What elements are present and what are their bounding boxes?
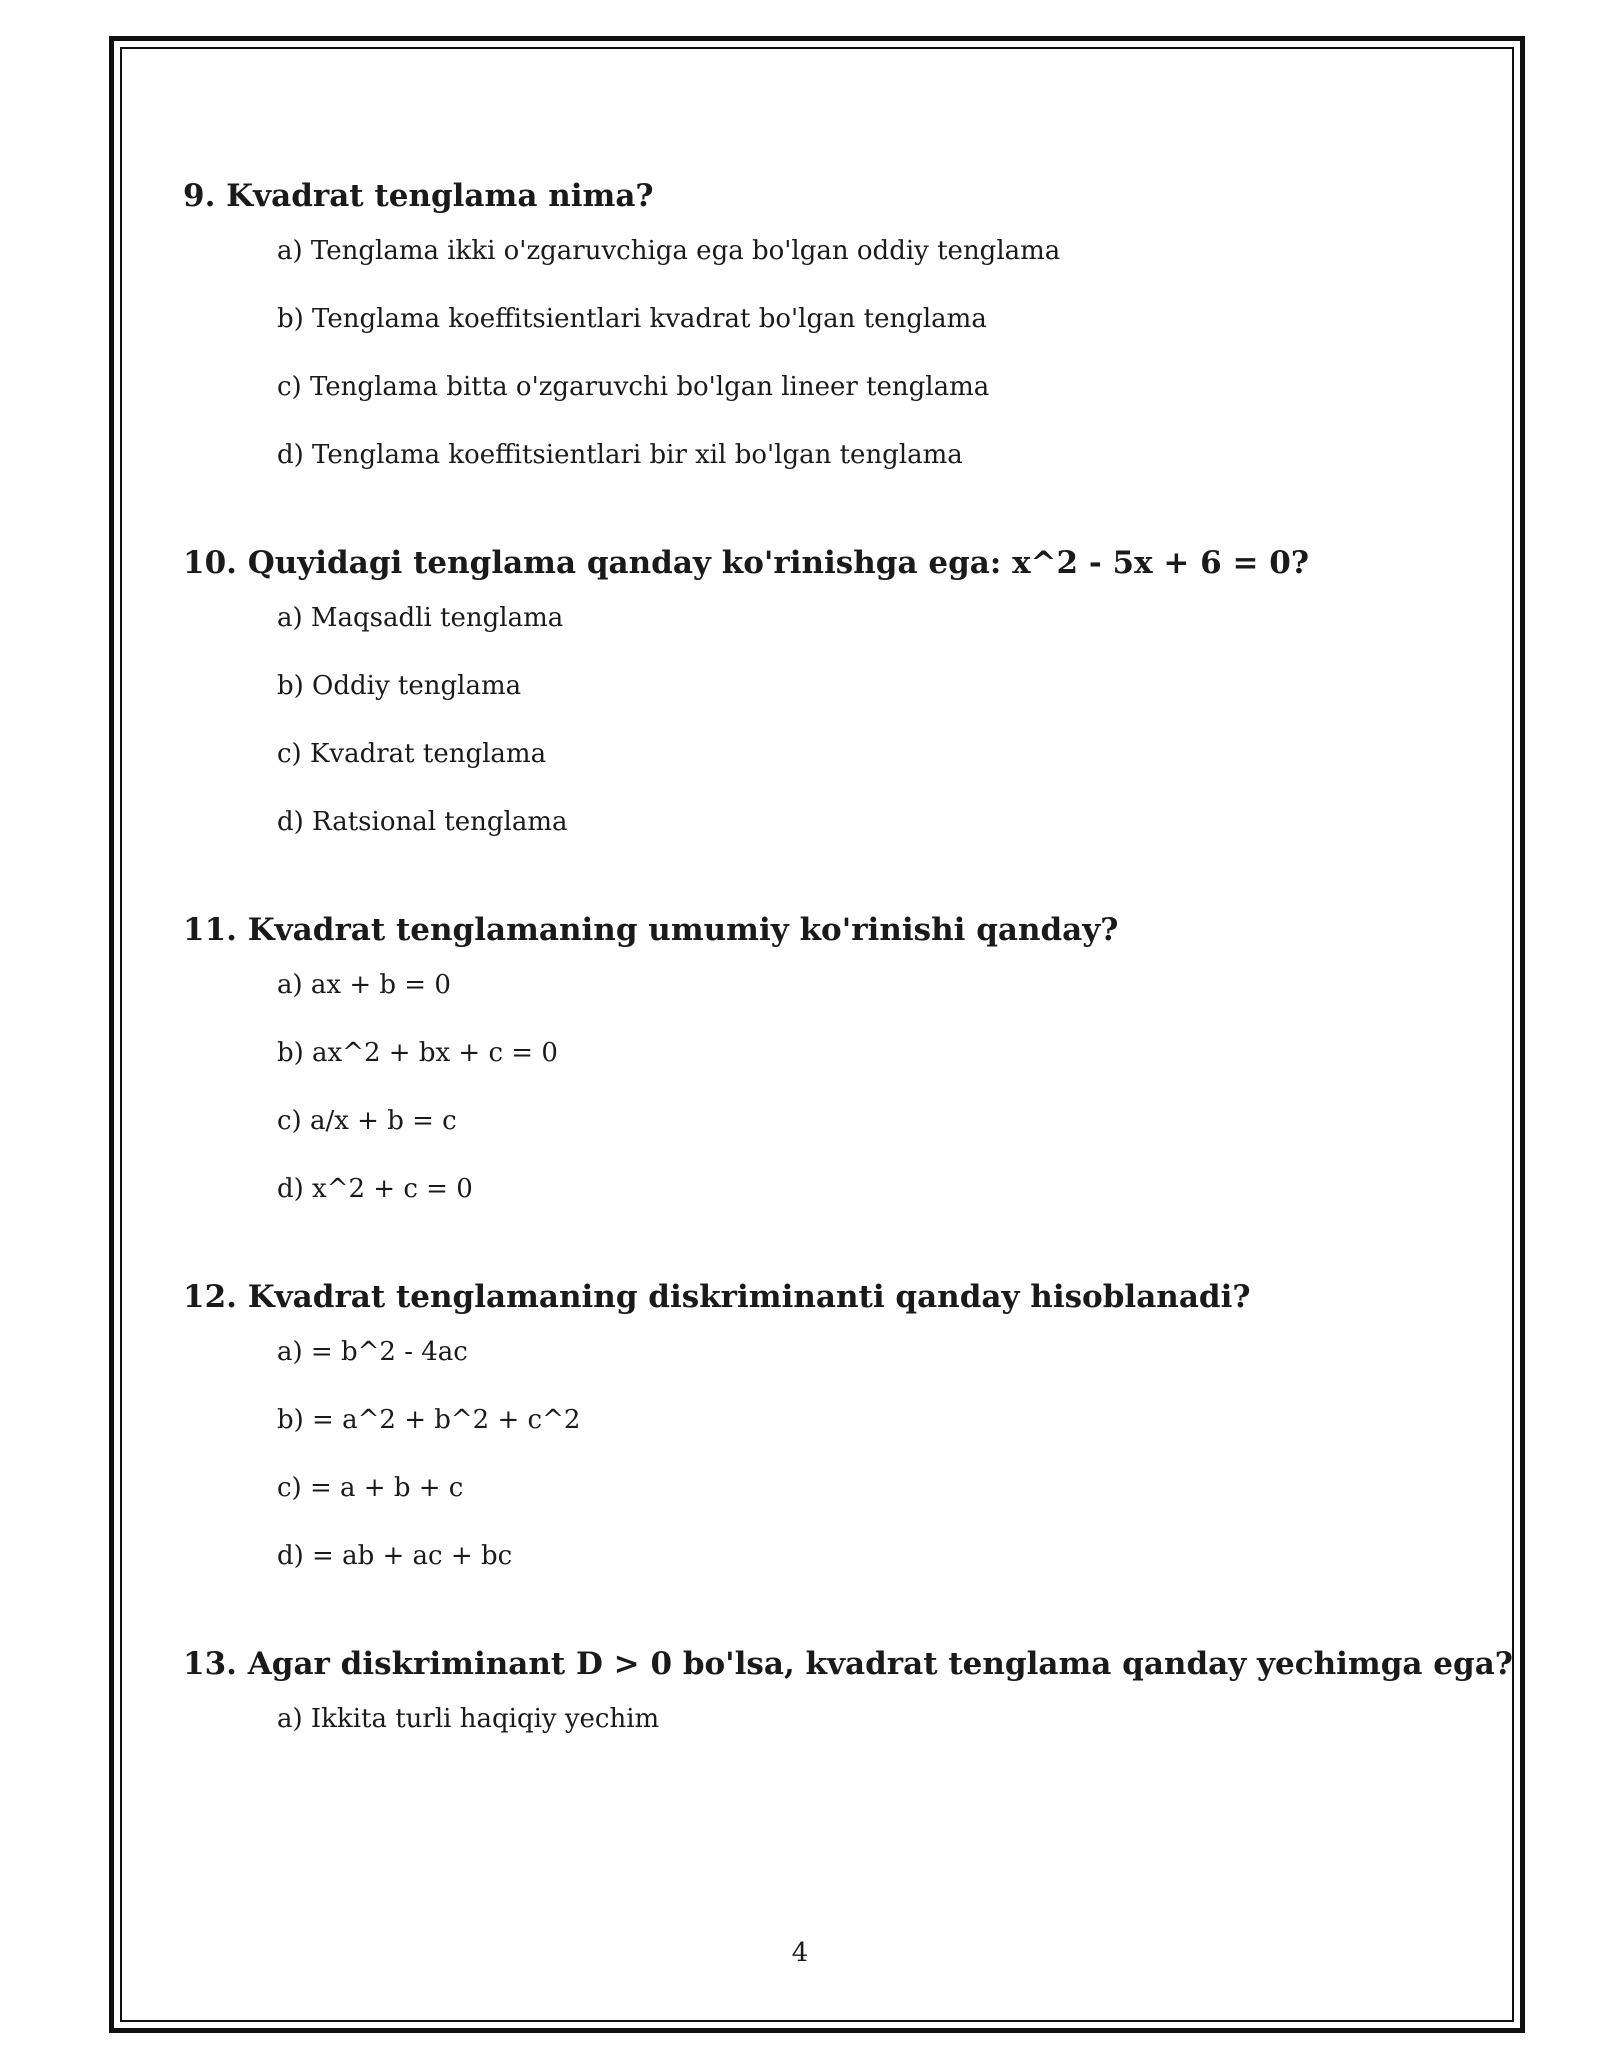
option-list — [183, 601, 1463, 840]
option-d: d) Tenglama koeffitsientlari bir xil bo'lgan tenglama — [277, 440, 963, 470]
option-a: a) Tenglama ikki o'zgaruvchiga ega bo'lgan oddiy tenglama — [277, 236, 1061, 266]
question-10 — [183, 537, 1463, 840]
option-b: b) ax^2 + bx + c = 0 — [277, 1038, 558, 1068]
option-b: b) Tenglama koeffitsientlari kvadrat bo'lgan tenglama — [277, 304, 987, 334]
question-title: 13. Agar diskriminant D > 0 bo'lsa, kvadrat tenglama qanday yechimga ega? — [183, 1646, 1513, 1682]
question-list — [183, 170, 1513, 1770]
question-9 — [183, 170, 1463, 473]
option-list — [183, 1335, 1463, 1574]
option-c: c) Kvadrat tenglama — [277, 739, 547, 769]
question-title: 9. Kvadrat tenglama nima? — [183, 178, 654, 214]
option-list — [183, 968, 1463, 1207]
option-c: c) a/x + b = c — [277, 1106, 457, 1136]
option-d: d) = ab + ac + bc — [277, 1541, 513, 1571]
option-a: a) Maqsadli tenglama — [277, 603, 564, 633]
option-list — [183, 234, 1463, 473]
question-title: 12. Kvadrat tenglamaning diskriminanti qanday hisoblanadi? — [183, 1279, 1251, 1315]
question-title: 11. Kvadrat tenglamaning umumiy ko'rinishi qanday? — [183, 912, 1119, 948]
option-a: a) ax + b = 0 — [277, 970, 451, 1000]
question-13 — [183, 1638, 1513, 1737]
option-c: c) Tenglama bitta o'zgaruvchi bo'lgan lineer tenglama — [277, 372, 990, 402]
question-12 — [183, 1271, 1463, 1574]
option-d: d) Ratsional tenglama — [277, 807, 568, 837]
question-title: 10. Quyidagi tenglama qanday ko'rinishga ega: x^2 - 5x + 6 = 0? — [183, 545, 1310, 581]
option-d: d) x^2 + c = 0 — [277, 1174, 473, 1204]
option-list — [183, 1702, 1463, 1737]
option-b: b) = a^2 + b^2 + c^2 — [277, 1405, 581, 1435]
option-c: c) = a + b + c — [277, 1473, 464, 1503]
page-number: 4 — [791, 1938, 809, 1968]
option-a: a) Ikkita turli haqiqiy yechim — [277, 1704, 660, 1734]
option-a: a) = b^2 - 4ac — [277, 1337, 468, 1367]
question-11 — [183, 904, 1463, 1207]
option-b: b) Oddiy tenglama — [277, 671, 522, 701]
